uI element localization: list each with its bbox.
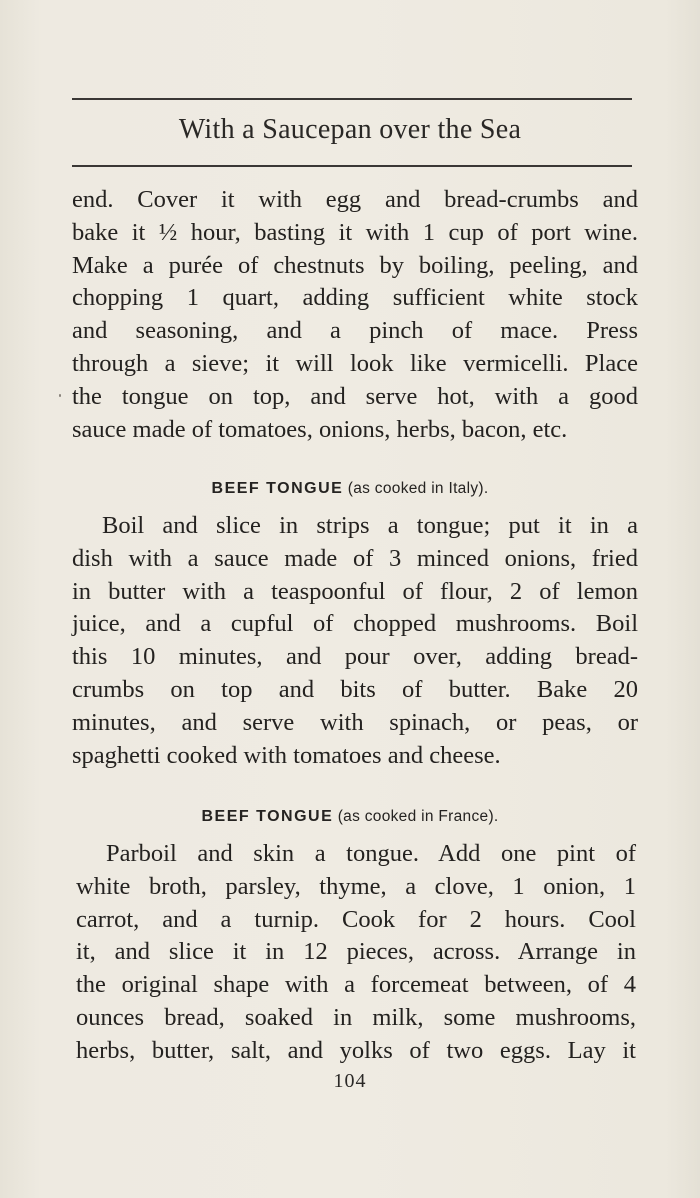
- text-line: this 10 minutes, and pour over, adding bread-: [72, 643, 638, 671]
- text-line: sauce made of tomatoes, onions, herbs, bacon, etc.: [72, 415, 568, 443]
- text-line: spaghetti cooked with tomatoes and cheese.: [72, 741, 501, 769]
- text-line: bake it ½ hour, basting it with 1 cup of port wine.: [72, 218, 638, 246]
- text-line: Make a purée of chestnuts by boiling, peeling, and: [72, 251, 638, 279]
- recipe-note: (as cooked in France).: [337, 808, 499, 825]
- page-number: 104: [333, 1070, 367, 1092]
- paragraph-italy: [72, 510, 638, 772]
- text-line: ounces bread, soaked in milk, some mushrooms,: [76, 1003, 636, 1031]
- text-line: it, and slice it in 12 pieces, across. Arrange in: [76, 938, 636, 966]
- text-line: white broth, parsley, thyme, a clove, 1 onion, 1: [76, 872, 636, 900]
- paragraph-continued: [72, 184, 638, 446]
- text-line: through a sieve; it will look like vermicelli. Place: [72, 349, 638, 377]
- text-line: herbs, butter, salt, and yolks of two eggs. Lay it: [76, 1036, 636, 1064]
- text-line: the tongue on top, and serve hot, with a good: [72, 382, 638, 410]
- header-rule-bottom: [72, 165, 632, 167]
- running-head: With a Saucepan over the Sea: [178, 114, 522, 145]
- page-speck: [59, 394, 61, 397]
- text-line: chopping 1 quart, adding sufficient white stock: [72, 284, 638, 312]
- text-line: the original shape with a forcemeat between, of 4: [76, 971, 636, 999]
- text-line: Parboil and skin a tongue. Add one pint of: [106, 840, 636, 867]
- text-line: Boil and slice in strips a tongue; put it in a: [102, 512, 638, 539]
- recipe-heading-france: [0, 808, 700, 826]
- recipe-note: (as cooked in Italy).: [347, 480, 489, 497]
- text-line: juice, and a cupful of chopped mushrooms. Boil: [72, 610, 638, 638]
- text-line: carrot, and a turnip. Cook for 2 hours. Cool: [76, 905, 636, 933]
- recipe-title: BEEF TONGUE: [201, 808, 334, 825]
- text-line: minutes, and serve with spinach, or peas, or: [72, 708, 638, 736]
- text-line: and seasoning, and a pinch of mace. Press: [72, 317, 638, 345]
- paragraph-france: [76, 838, 636, 1068]
- recipe-title: BEEF TONGUE: [211, 480, 344, 497]
- text-line: dish with a sauce made of 3 minced onions, fried: [72, 544, 638, 572]
- header-rule-top: [72, 98, 632, 100]
- recipe-heading-italy: [0, 480, 700, 498]
- text-line: end. Cover it with egg and bread-crumbs and: [72, 186, 638, 213]
- text-line: in butter with a teaspoonful of flour, 2 of lemon: [72, 577, 638, 605]
- text-line: crumbs on top and bits of butter. Bake 20: [72, 675, 638, 703]
